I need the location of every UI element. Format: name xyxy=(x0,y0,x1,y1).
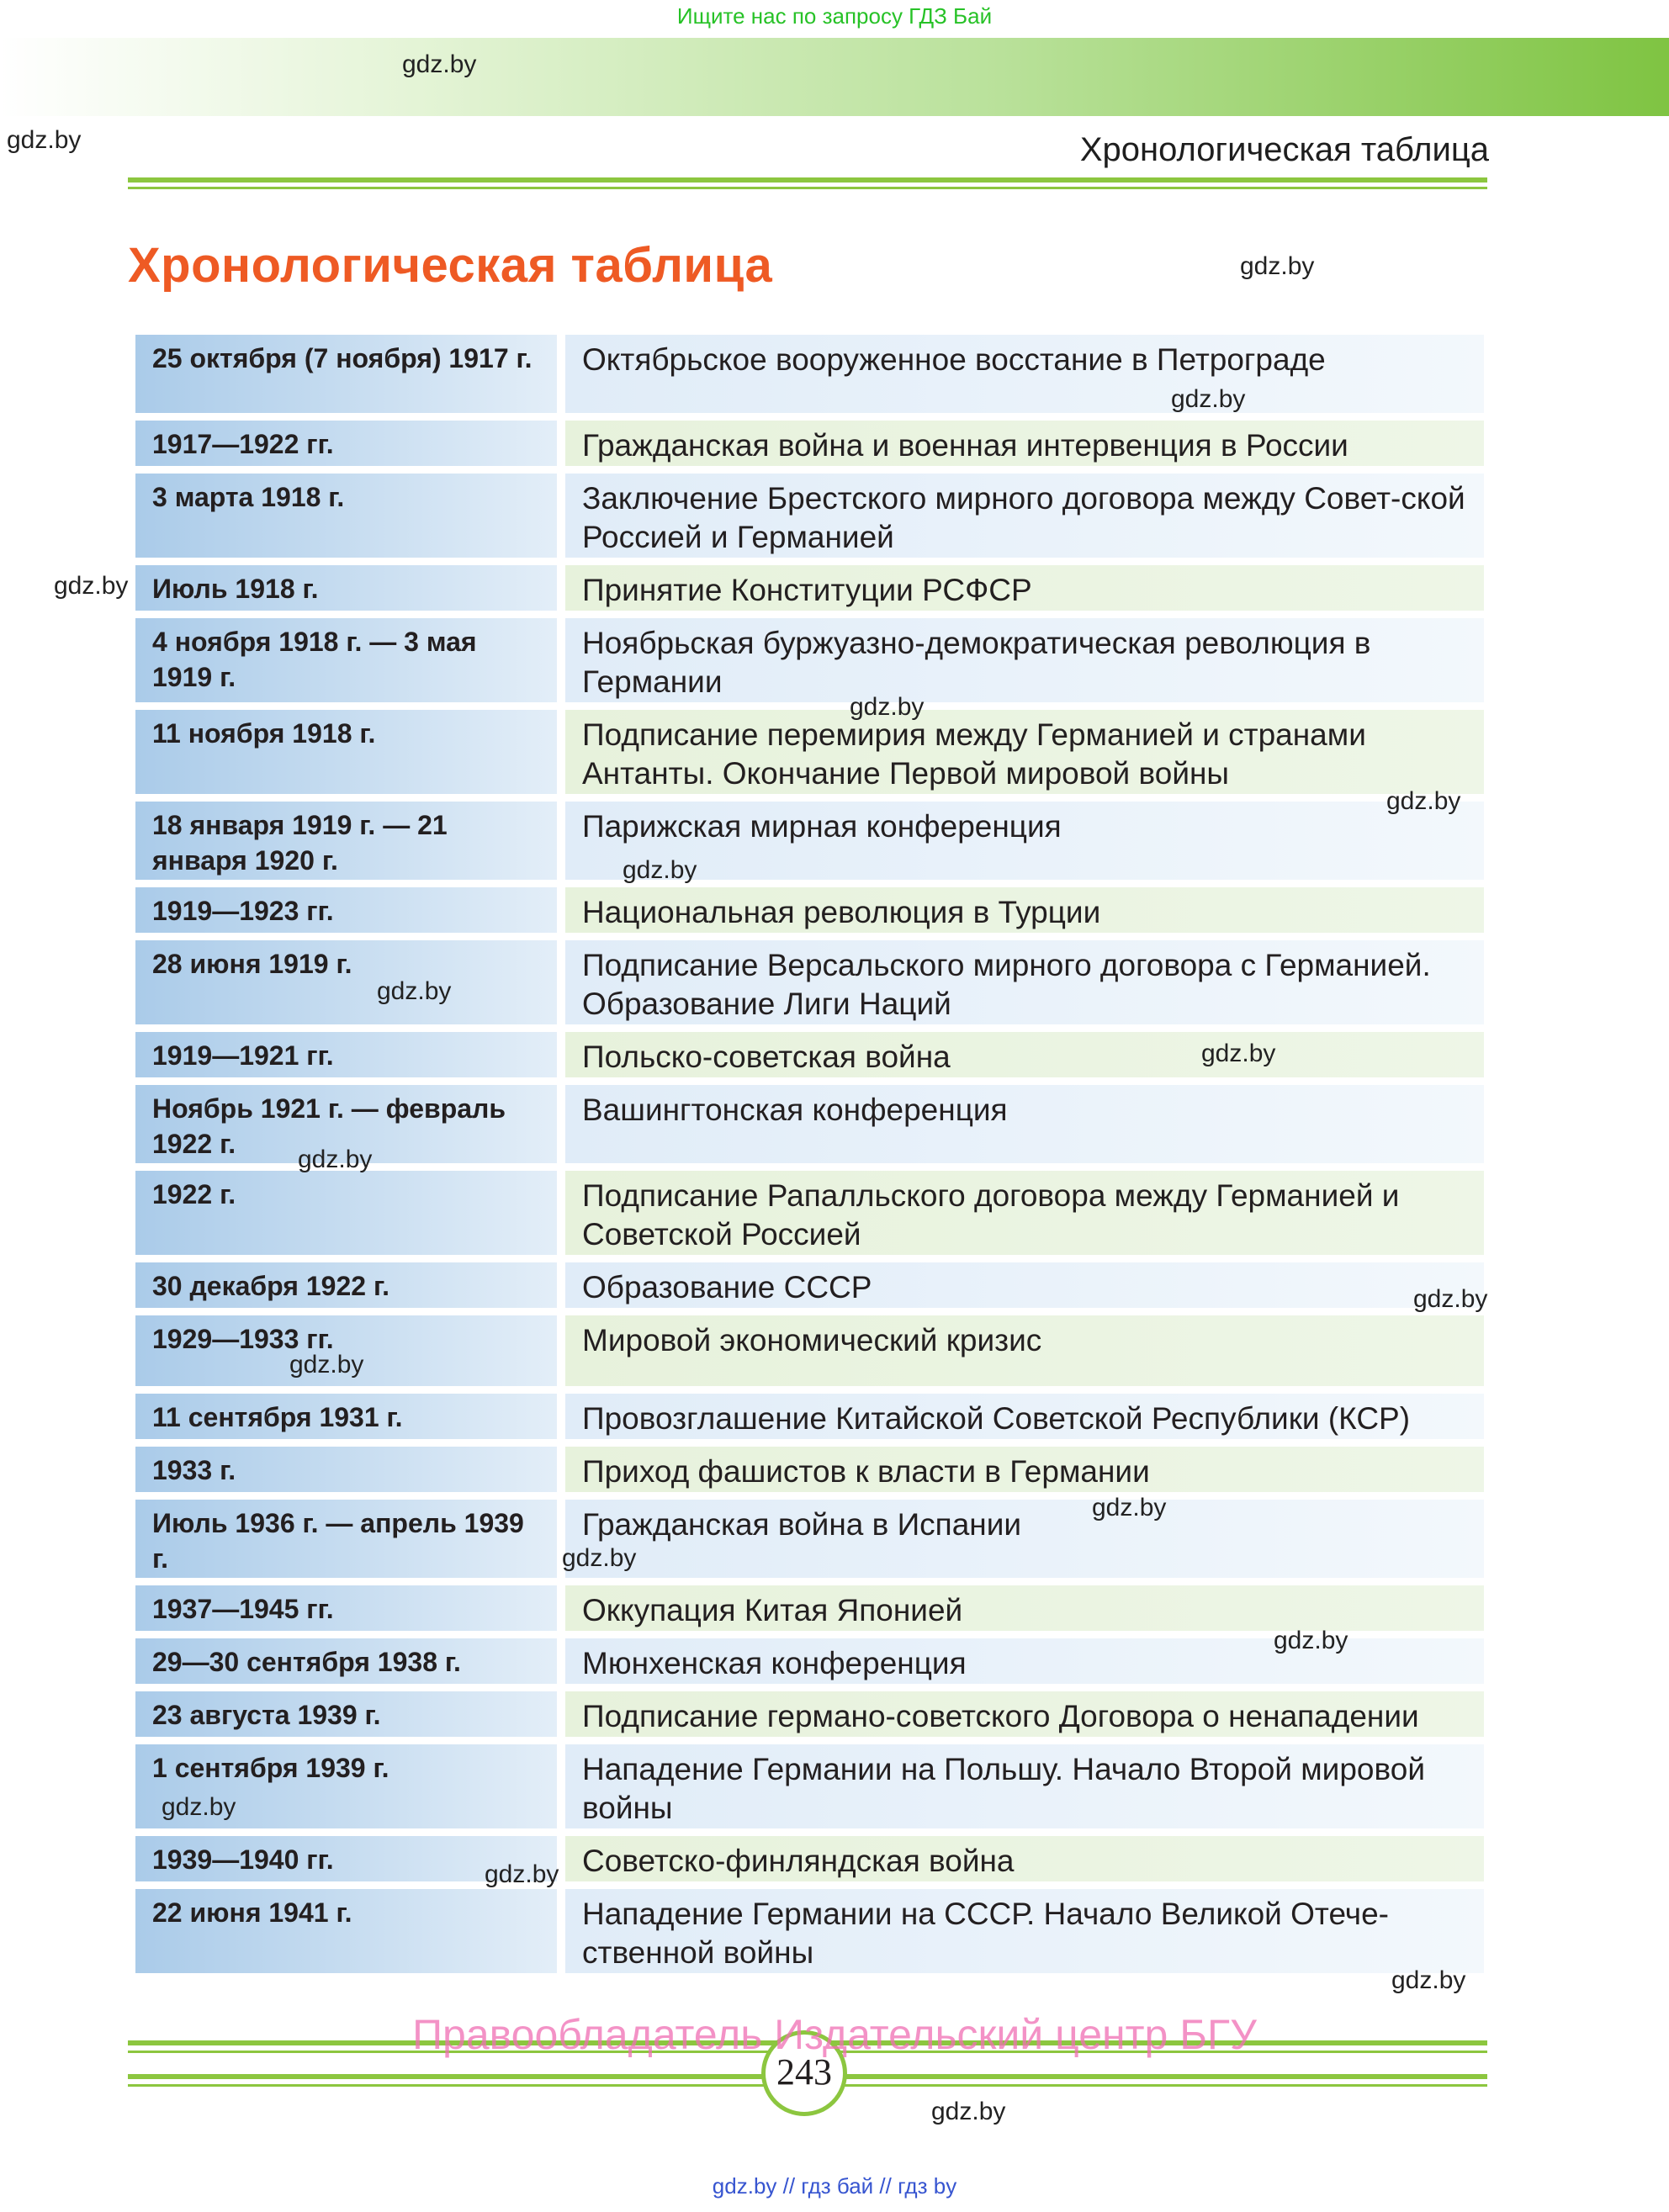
date-cell: 22 июня 1941 г. xyxy=(135,1889,557,1973)
watermark: gdz.by xyxy=(1413,1285,1488,1313)
event-cell: Советско-финляндская война xyxy=(565,1836,1484,1881)
watermark: gdz.by xyxy=(162,1793,236,1821)
date-cell: 1933 г. xyxy=(135,1447,557,1492)
table-row xyxy=(135,1744,1484,1828)
date-cell: 28 июня 1919 г. xyxy=(135,940,557,1024)
event-cell: Нападение Германии на СССР. Начало Великой Отече-ственной войны xyxy=(565,1889,1484,1973)
watermark: gdz.by xyxy=(1274,1627,1348,1654)
date-cell: 11 сентября 1931 г. xyxy=(135,1394,557,1439)
event-cell: Гражданская война в Испании xyxy=(565,1500,1484,1578)
watermark: gdz.by xyxy=(377,977,452,1005)
date-cell: Ноябрь 1921 г. — февраль 1922 г. xyxy=(135,1085,557,1163)
event-cell: Вашингтонская конференция xyxy=(565,1085,1484,1163)
table-row xyxy=(135,1691,1484,1737)
event-cell: Заключение Брестского мирного договора между Совет-ской Россией и Германией xyxy=(565,474,1484,558)
event-cell: Октябрьское вооруженное восстание в Петрограде xyxy=(565,335,1484,413)
watermark: gdz.by xyxy=(1171,385,1246,413)
table-row xyxy=(135,1262,1484,1308)
running-title: Хронологическая таблица xyxy=(1079,131,1489,168)
event-cell: Оккупация Китая Японией xyxy=(565,1585,1484,1631)
date-cell: 1922 г. xyxy=(135,1171,557,1255)
date-cell: 23 августа 1939 г. xyxy=(135,1691,557,1737)
watermark: gdz.by xyxy=(1240,252,1315,280)
date-cell: 1917—1922 гг. xyxy=(135,421,557,466)
watermark: gdz.by xyxy=(7,126,82,154)
date-cell: 25 октября (7 ноября) 1917 г. xyxy=(135,335,557,413)
date-cell: 1929—1933 гг. xyxy=(135,1315,557,1386)
watermark: gdz.by xyxy=(1391,1966,1466,1994)
watermark: gdz.by xyxy=(562,1544,637,1572)
date-cell: 1939—1940 гг. xyxy=(135,1836,557,1881)
table-row xyxy=(135,940,1484,1024)
event-cell: Подписание германо-советского Договора о ненападении xyxy=(565,1691,1484,1737)
event-cell: Подписание Версальского мирного договора с Германией. Образование Лиги Наций xyxy=(565,940,1484,1024)
table-row xyxy=(135,1889,1484,1973)
event-cell: Парижская мирная конференция xyxy=(565,802,1484,880)
table-row xyxy=(135,1171,1484,1255)
watermark: gdz.by xyxy=(298,1146,373,1173)
table-row xyxy=(135,1500,1484,1578)
watermark: gdz.by xyxy=(931,2098,1006,2125)
date-cell: 18 января 1919 г. — 21 января 1920 г. xyxy=(135,802,557,880)
event-cell: Гражданская война и военная интервенция в России xyxy=(565,421,1484,466)
watermark: gdz.by xyxy=(1386,787,1461,815)
table-row xyxy=(135,1585,1484,1631)
watermark: gdz.by xyxy=(402,50,477,78)
event-cell: Подписание Рапалльского договора между Германией и Советской Россией xyxy=(565,1171,1484,1255)
event-cell: Ноябрьская буржуазно-демократическая революция в Германии xyxy=(565,618,1484,702)
watermark: gdz.by xyxy=(850,693,925,721)
table-row xyxy=(135,1836,1484,1881)
event-cell: Принятие Конституции РСФСР xyxy=(565,565,1484,611)
table-row xyxy=(135,335,1484,413)
table-row xyxy=(135,618,1484,702)
date-cell: 1937—1945 гг. xyxy=(135,1585,557,1631)
table-row xyxy=(135,710,1484,794)
date-cell: 1919—1921 гг. xyxy=(135,1032,557,1077)
table-row xyxy=(135,565,1484,611)
date-cell: 11 ноября 1918 г. xyxy=(135,710,557,794)
date-cell: 30 декабря 1922 г. xyxy=(135,1262,557,1308)
date-cell: 4 ноября 1918 г. — 3 мая 1919 г. xyxy=(135,618,557,702)
header-band xyxy=(0,38,1669,116)
table-row xyxy=(135,802,1484,880)
event-cell: Национальная революция в Турции xyxy=(565,887,1484,933)
footer-links[interactable]: gdz.by // гдз бай // гдз by xyxy=(712,2173,957,2199)
header-rule xyxy=(128,177,1487,183)
page-title: Хронологическая таблица xyxy=(128,238,773,293)
table-row xyxy=(135,1447,1484,1492)
watermark: gdz.by xyxy=(54,572,129,600)
table-row xyxy=(135,1032,1484,1077)
event-cell: Польско-советская война xyxy=(565,1032,1484,1077)
watermark: gdz.by xyxy=(1092,1494,1167,1521)
event-cell: Мюнхенская конференция xyxy=(565,1638,1484,1684)
page-number: 243 xyxy=(761,2030,847,2116)
top-search-banner[interactable]: Ищите нас по запросу ГДЗ Бай xyxy=(676,3,993,29)
watermark: gdz.by xyxy=(1201,1040,1276,1067)
event-cell: Образование СССР xyxy=(565,1262,1484,1308)
watermark: gdz.by xyxy=(485,1860,559,1888)
date-cell: 29—30 сентября 1938 г. xyxy=(135,1638,557,1684)
table-row xyxy=(135,1394,1484,1439)
event-cell: Мировой экономический кризис xyxy=(565,1315,1484,1386)
table-row xyxy=(135,421,1484,466)
event-cell: Приход фашистов к власти в Германии xyxy=(565,1447,1484,1492)
date-cell: Июль 1936 г. — апрель 1939 г. xyxy=(135,1500,557,1578)
date-cell: Июль 1918 г. xyxy=(135,565,557,611)
date-cell: 3 марта 1918 г. xyxy=(135,474,557,558)
table-row xyxy=(135,887,1484,933)
rights-holder-watermark: Правообладатель Издательский центр БГУ xyxy=(412,2011,1257,2058)
date-cell: 1 сентября 1939 г. xyxy=(135,1744,557,1828)
event-cell: Подписание перемирия между Германией и странами Антанты. Окончание Первой мировой войны xyxy=(565,710,1484,794)
watermark: gdz.by xyxy=(289,1351,364,1379)
date-cell: 1919—1923 гг. xyxy=(135,887,557,933)
watermark: gdz.by xyxy=(623,856,697,884)
event-cell: Нападение Германии на Польшу. Начало Второй мировой войны xyxy=(565,1744,1484,1828)
header-rule xyxy=(128,187,1487,189)
table-row xyxy=(135,474,1484,558)
event-cell: Провозглашение Китайской Советской Республики (КСР) xyxy=(565,1394,1484,1439)
